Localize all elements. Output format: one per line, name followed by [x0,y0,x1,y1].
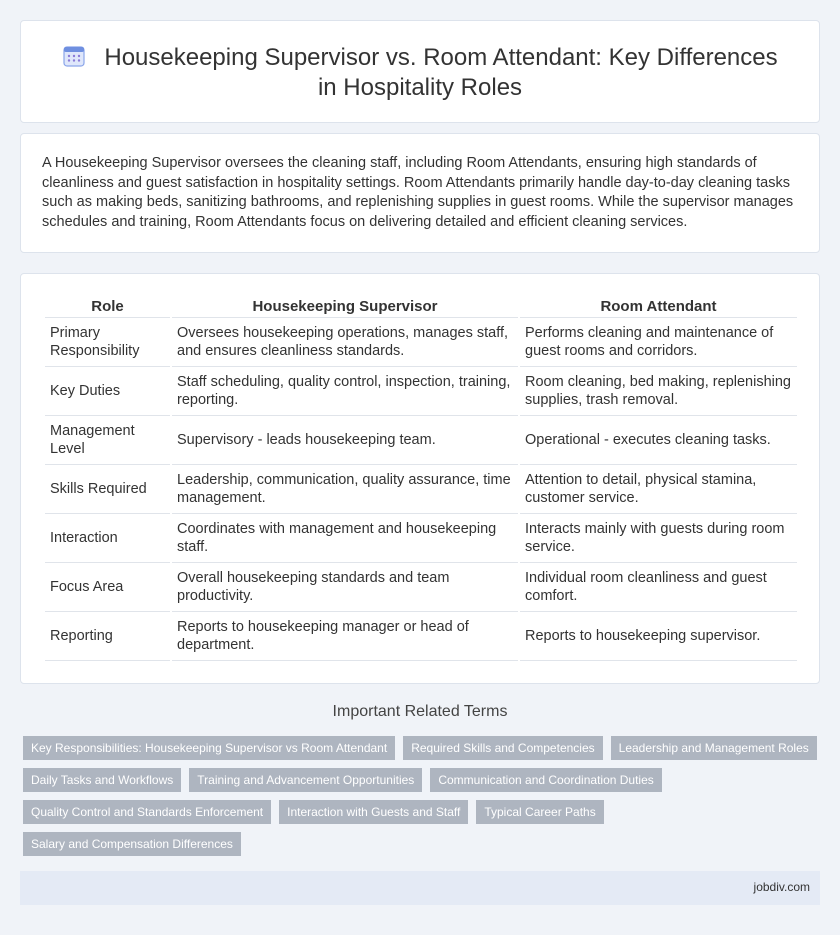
row-supervisor-cell: Reports to housekeeping manager or head of department. [172,612,518,661]
related-term-tag[interactable]: Required Skills and Competencies [403,736,602,760]
table-row [45,514,797,563]
related-term-tag[interactable]: Leadership and Management Roles [611,736,817,760]
table-row [45,563,797,612]
row-supervisor-cell: Coordinates with management and housekeeping staff. [172,514,518,563]
comparison-table [43,296,799,661]
row-attendant-cell: Room cleaning, bed making, replenishing supplies, trash removal. [520,367,797,416]
row-role-cell: Primary Responsibility [45,318,170,367]
related-term-tag[interactable]: Typical Career Paths [476,800,603,824]
row-supervisor-cell: Leadership, communication, quality assurance, time management. [172,465,518,514]
table-row [45,318,797,367]
footer-site-link[interactable]: jobdiv.com [753,880,810,894]
column-header-attendant: Room Attendant [520,296,797,318]
comparison-card [20,273,820,684]
row-supervisor-cell: Oversees housekeeping operations, manages staff, and ensures cleanliness standards. [172,318,518,367]
column-header-supervisor: Housekeeping Supervisor [172,296,518,318]
row-role-cell: Key Duties [45,367,170,416]
related-term-tag[interactable]: Salary and Compensation Differences [23,832,241,856]
page-title-wrap [51,43,789,103]
table-row [45,612,797,661]
row-attendant-cell: Reports to housekeeping supervisor. [520,612,797,661]
related-term-tag[interactable]: Training and Advancement Opportunities [189,768,422,792]
row-supervisor-cell: Overall housekeeping standards and team productivity. [172,563,518,612]
row-attendant-cell: Interacts mainly with guests during room service. [520,514,797,563]
calendar-icon [62,44,86,68]
related-term-tag[interactable]: Key Responsibilities: Housekeeping Supervisor vs Room Attendant [23,736,395,760]
title-card [20,20,820,123]
table-row [45,416,797,465]
row-supervisor-cell: Supervisory - leads housekeeping team. [172,416,518,465]
row-role-cell: Focus Area [45,563,170,612]
row-attendant-cell: Operational - executes cleaning tasks. [520,416,797,465]
related-term-tag[interactable]: Quality Control and Standards Enforcement [23,800,271,824]
table-row [45,465,797,514]
page-title: Housekeeping Supervisor vs. Room Attendant: Key Differences in Hospitality Roles [104,44,778,101]
footer-bar [20,871,820,905]
intro-paragraph: A Housekeeping Supervisor oversees the cleaning staff, including Room Attendants, ensuring high standards of cleanliness and guest satisfaction in hospitality settings. Room Attendants primarily handle day-to-day cleaning tasks such as making beds, sanitizing bathrooms, and replenishing supplies in guest rooms. While the supervisor manages schedules and training, Room Attendants focus on delivering detailed and efficient cleaning services. [42,155,794,230]
row-role-cell: Skills Required [45,465,170,514]
column-header-role: Role [45,296,170,318]
related-term-tag[interactable]: Interaction with Guests and Staff [279,800,468,824]
intro-card [20,133,820,253]
row-role-cell: Reporting [45,612,170,661]
related-term-tag[interactable]: Daily Tasks and Workflows [23,768,181,792]
related-term-tag[interactable]: Communication and Coordination Duties [430,768,661,792]
row-attendant-cell: Individual room cleanliness and guest comfort. [520,563,797,612]
table-row [45,367,797,416]
row-attendant-cell: Attention to detail, physical stamina, customer service. [520,465,797,514]
row-supervisor-cell: Staff scheduling, quality control, inspection, training, reporting. [172,367,518,416]
related-terms-heading: Important Related Terms [332,703,508,720]
row-role-cell: Interaction [45,514,170,563]
row-attendant-cell: Performs cleaning and maintenance of guest rooms and corridors. [520,318,797,367]
related-terms-list [23,736,823,856]
row-role-cell: Management Level [45,416,170,465]
table-header-row [45,296,797,318]
